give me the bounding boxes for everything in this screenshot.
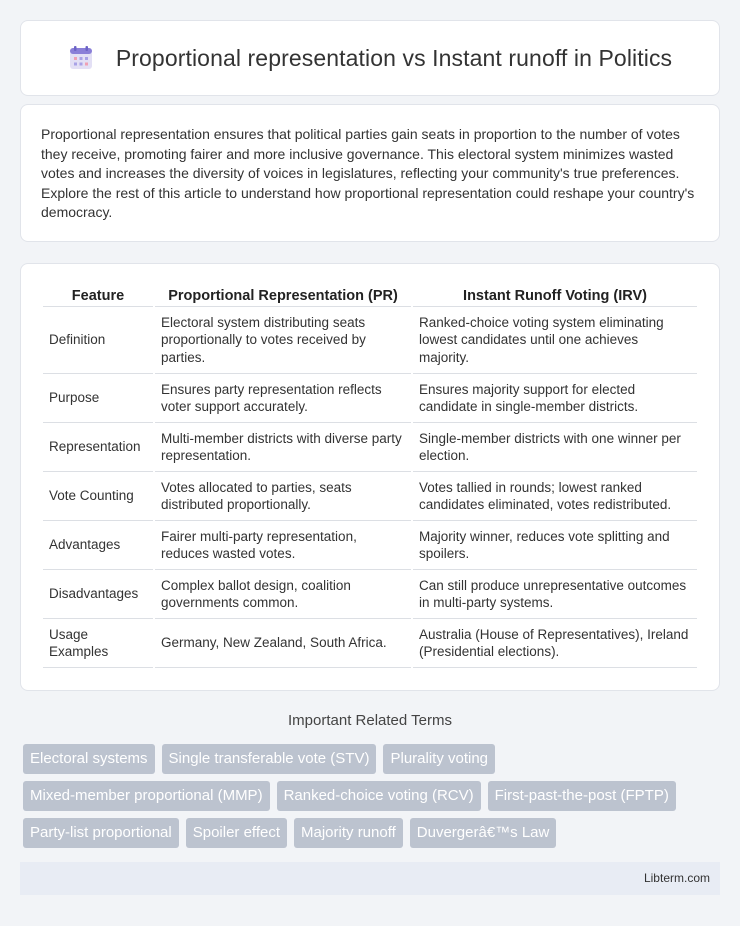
row-feature: Advantages bbox=[43, 521, 153, 570]
row-pr: Complex ballot design, coalition governments common. bbox=[155, 570, 411, 619]
tag-row bbox=[23, 781, 723, 811]
table-row bbox=[43, 619, 697, 668]
row-irv: Majority winner, reduces vote splitting and spoilers. bbox=[413, 521, 697, 570]
tag-party-list[interactable]: Party-list proportional bbox=[23, 818, 179, 848]
row-pr: Germany, New Zealand, South Africa. bbox=[155, 619, 411, 668]
related-terms-title: Important Related Terms bbox=[288, 712, 452, 729]
tag-stv[interactable]: Single transferable vote (STV) bbox=[162, 744, 377, 774]
row-feature: Definition bbox=[43, 307, 153, 374]
row-pr: Electoral system distributing seats proportionally to votes received by parties. bbox=[155, 307, 411, 374]
tag-plurality-voting[interactable]: Plurality voting bbox=[383, 744, 495, 774]
row-irv: Single-member districts with one winner per election. bbox=[413, 423, 697, 472]
row-feature: Vote Counting bbox=[43, 472, 153, 521]
page-title: Proportional representation vs Instant runoff in Politics bbox=[115, 44, 673, 71]
header-pr: Proportional Representation (PR) bbox=[155, 284, 411, 307]
tag-row bbox=[23, 744, 723, 774]
tag-duvergers-law[interactable]: Duvergerâ€™s Law bbox=[410, 818, 557, 848]
header-card bbox=[20, 20, 720, 96]
table-row bbox=[43, 307, 697, 374]
table-header-row bbox=[43, 284, 697, 307]
row-feature: Purpose bbox=[43, 374, 153, 423]
table-row bbox=[43, 472, 697, 521]
row-feature: Representation bbox=[43, 423, 153, 472]
row-irv: Ranked-choice voting system eliminating lowest candidates until one achieves majority. bbox=[413, 307, 697, 374]
header-irv: Instant Runoff Voting (IRV) bbox=[413, 284, 697, 307]
row-irv: Votes tallied in rounds; lowest ranked candidates eliminated, votes redistributed. bbox=[413, 472, 697, 521]
tag-spoiler-effect[interactable]: Spoiler effect bbox=[186, 818, 287, 848]
tag-majority-runoff[interactable]: Majority runoff bbox=[294, 818, 403, 848]
table-row bbox=[43, 570, 697, 619]
row-pr: Ensures party representation reflects voter support accurately. bbox=[155, 374, 411, 423]
tag-fptp[interactable]: First-past-the-post (FPTP) bbox=[488, 781, 676, 811]
intro-card bbox=[20, 104, 720, 242]
comparison-table bbox=[41, 284, 699, 668]
tag-mmp[interactable]: Mixed-member proportional (MMP) bbox=[23, 781, 270, 811]
comparison-card bbox=[20, 263, 720, 691]
table-row bbox=[43, 521, 697, 570]
row-irv: Australia (House of Representatives), Ireland (Presidential elections). bbox=[413, 619, 697, 668]
tag-rcv[interactable]: Ranked-choice voting (RCV) bbox=[277, 781, 481, 811]
row-pr: Fairer multi-party representation, reduces wasted votes. bbox=[155, 521, 411, 570]
row-pr: Votes allocated to parties, seats distributed proportionally. bbox=[155, 472, 411, 521]
row-feature: Disadvantages bbox=[43, 570, 153, 619]
table-row bbox=[43, 423, 697, 472]
tag-row bbox=[23, 818, 723, 848]
header-feature: Feature bbox=[43, 284, 153, 307]
related-terms bbox=[23, 744, 723, 855]
row-irv: Can still produce unrepresentative outcomes in multi-party systems. bbox=[413, 570, 697, 619]
row-irv: Ensures majority support for elected candidate in single-member districts. bbox=[413, 374, 697, 423]
row-feature: Usage Examples bbox=[43, 619, 153, 668]
tag-electoral-systems[interactable]: Electoral systems bbox=[23, 744, 155, 774]
table-row bbox=[43, 374, 697, 423]
row-pr: Multi-member districts with diverse party representation. bbox=[155, 423, 411, 472]
footer-site-link[interactable]: Libterm.com bbox=[643, 871, 710, 885]
calendar-icon bbox=[68, 45, 94, 71]
intro-text: Proportional representation ensures that political parties gain seats in proportion to the number of votes they receive, promoting fairer and more inclusive governance. This electoral system minimizes wasted votes and increases the diversity of voices in legislatures, reflecting your community's true preferences. Explore the rest of this article to understand how proportional representation could reshape your country's democracy. bbox=[41, 126, 695, 221]
footer bbox=[20, 862, 720, 895]
